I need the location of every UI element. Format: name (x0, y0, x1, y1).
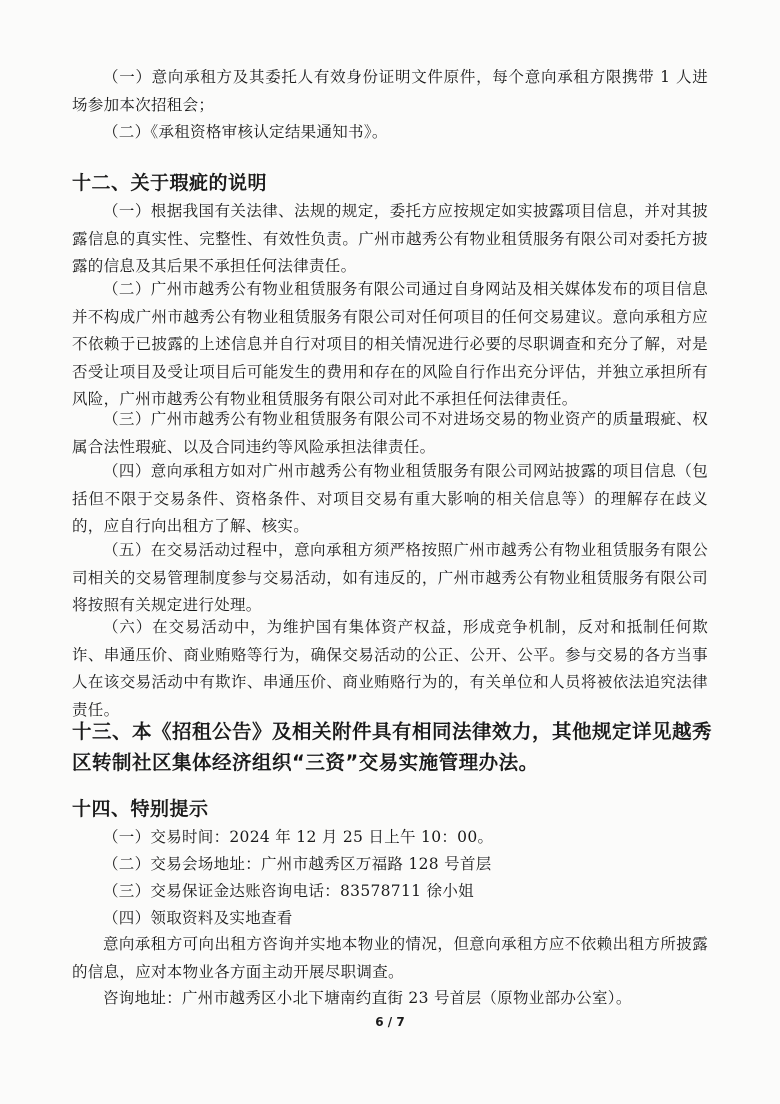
section-14-line-1: （一）交易时间：2024 年 12 月 25 日上午 10：00。 (103, 828, 494, 846)
section-12-paragraph-4: （四）意向承租方如对广州市越秀公有物业租赁服务有限公司网站披露的项目信息（包括但不限于交易条件、资格条件、对项目交易有重大影响的相关信息等）的理解存在歧义的，应自行向出租方了解、核实。 (72, 462, 708, 535)
section-13-heading: 十三、本《招租公告》及相关附件具有相同法律效力，其他规定详见越秀区转制社区集体经济组织“三资”交易实施管理办法。 (72, 720, 713, 774)
section-12-paragraph-3: （三）广州市越秀公有物业租赁服务有限公司不对进场交易的物业资产的质量瑕疵、权属合法性瑕疵、以及合同违约等风险承担法律责任。 (72, 410, 708, 456)
section-14-heading: 十四、特别提示 (72, 798, 209, 820)
section-14-line-2: （二）交易会场地址：广州市越秀区万福路 128 号首层 (103, 855, 492, 873)
section-12-heading: 十二、关于瑕疵的说明 (72, 172, 268, 194)
section-14-paragraph: 意向承租方可向出租方咨询并实地本物业的情况，但意向承租方应不依赖出租方所披露的信息，应对本物业各方面主动开展尽职调查。 (72, 935, 708, 981)
section-14-contact: 咨询地址：广州市越秀区小北下塘南约直街 23 号首层（原物业部办公室）。 (103, 989, 632, 1007)
section-14-line-4: （四）领取资料及实地查看 (103, 909, 293, 927)
section-12-paragraph-6: （六）在交易活动中，为维护国有集体资产权益，形成竞争机制，反对和抵制任何欺诈、串通压价、商业贿赂等行为，确保交易活动的公正、公开、公平。参与交易的各方当事人在该交易活动中有欺诈、串通压价、商业贿赂行为的，有关单位和人员将被依法追究法律责任。 (72, 618, 708, 719)
section-12-paragraph-1: （一）根据我国有关法律、法规的规定，委托方应按规定如实披露项目信息，并对其披露信息的真实性、完整性、有效性负责。广州市越秀公有物业租赁服务有限公司对委托方披露的信息及其后果不承担任何法律责任。 (72, 202, 708, 275)
page-number: 6 / 7 (375, 1015, 405, 1029)
intro-item-1: （一）意向承租方及其委托人有效身份证明文件原件，每个意向承租方限携带 1 人进场参加本次招租会； (72, 68, 708, 114)
section-14-line-3: （三）交易保证金达账咨询电话：83578711 徐小姐 (103, 882, 474, 900)
section-12-paragraph-5: （五）在交易活动过程中，意向承租方须严格按照广州市越秀公有物业租赁服务有限公司相关的交易管理制度参与交易活动，如有违反的，广州市越秀公有物业租赁服务有限公司将按照有关规定进行处理。 (72, 541, 708, 614)
section-12-paragraph-2: （二）广州市越秀公有物业租赁服务有限公司通过自身网站及相关媒体发布的项目信息并不构成广州市越秀公有物业租赁服务有限公司对任何项目的任何交易建议。意向承租方应不依赖于已披露的上述信息并自行对项目的相关情况进行必要的尽职调查和充分了解，对是否受让项目及受让项目后可能发生的费用和存在的风险自行作出充分评估，并独立承担所有风险，广州市越秀公有物业租赁服务有限公司对此不承担任何法律责任。 (72, 280, 708, 408)
intro-item-2: （二）《承租资格审核认定结果通知书》。 (103, 123, 388, 141)
